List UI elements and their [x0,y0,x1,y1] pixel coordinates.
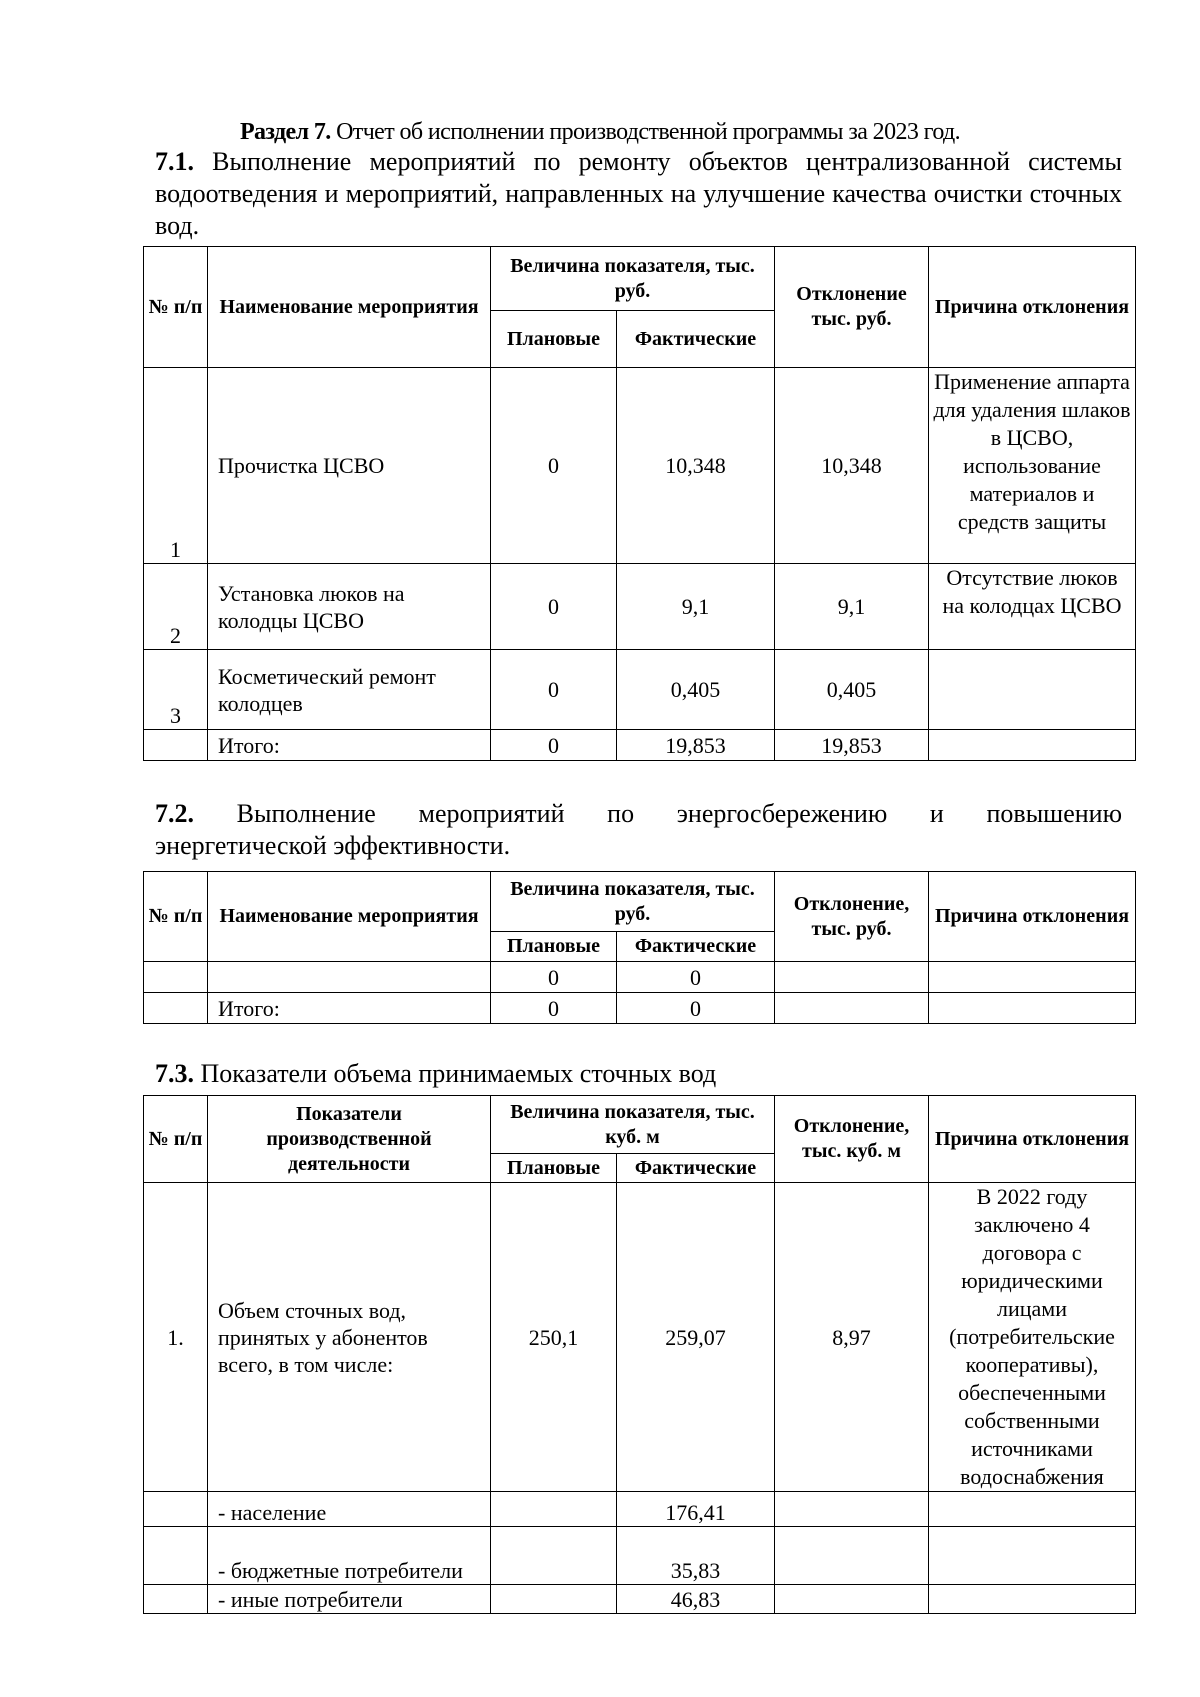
row-deviation [775,1585,929,1614]
col-header-value: Величина показателя, тыс. руб. [491,872,775,932]
row-deviation: 9,1 [775,564,929,650]
row-fact: 0,405 [617,650,775,730]
row-name: Установка люков на колодцы ЦСВО [208,564,491,650]
row-plan [491,1527,617,1585]
row-deviation: 10,348 [775,368,929,564]
subsection-text-line2: энергетической эффективности. [155,831,511,860]
col-header-num: № п/п [144,1096,208,1183]
total-plan: 0 [491,993,617,1024]
col-header-plan: Плановые [491,1154,617,1183]
col-header-plan: Плановые [491,311,617,368]
row-num: 2 [144,564,208,650]
row-num [144,1492,208,1527]
row-plan: 0 [491,962,617,993]
total-label: Итого: [208,730,491,761]
row-plan [491,1492,617,1527]
subsection-number: 7.1. [155,147,194,176]
row-num [144,962,208,993]
row-num [144,1585,208,1614]
row-plan [491,1585,617,1614]
table-row [144,1492,1136,1527]
col-header-fact: Фактические [617,932,775,962]
total-row [144,993,1136,1024]
section-heading [0,118,1200,146]
table-row [144,1527,1136,1585]
table-row [144,650,1136,730]
row-plan: 250,1 [491,1183,617,1492]
row-plan: 0 [491,368,617,564]
col-header-fact: Фактические [617,1154,775,1183]
row-name: Объем сточных вод, принятых у абонентов всего, в том числе: [208,1183,491,1492]
col-header-name: Наименование мероприятия [208,247,491,368]
col-header-fact: Фактические [617,311,775,368]
row-cause [929,1492,1136,1527]
subsection-number: 7.3. [155,1059,194,1088]
row-fact: 10,348 [617,368,775,564]
row-fact: 9,1 [617,564,775,650]
table-row [144,368,1136,564]
col-header-cause: Причина отклонения [929,872,1136,962]
row-deviation [775,962,929,993]
table-row [144,564,1136,650]
subsection-7-1-title [155,146,1122,242]
total-num [144,730,208,761]
subsection-7-3-title [155,1058,1122,1090]
row-cause: Применение аппарта для удаления шлаков в ЦСВО, использование материалов и средств защиты [929,368,1136,564]
col-header-deviation: Отклонение тыс. руб. [775,247,929,368]
row-deviation: 0,405 [775,650,929,730]
row-cause: Отсутствие люков на колодцах ЦСВО [929,564,1136,650]
row-num: 1. [144,1183,208,1492]
col-header-cause: Причина отклонения [929,1096,1136,1183]
table-row [144,962,1136,993]
row-cause [929,962,1136,993]
row-num: 3 [144,650,208,730]
col-header-deviation: Отклонение, тыс. куб. м [775,1096,929,1183]
row-plan: 0 [491,650,617,730]
total-plan: 0 [491,730,617,761]
table-row [144,1585,1136,1614]
subsection-text-line1: Выполнение мероприятий по энергосбережению и повышению [194,799,1122,828]
row-name: Косметический ремонт колодцев [208,650,491,730]
total-fact: 0 [617,993,775,1024]
total-label: Итого: [208,993,491,1024]
row-num: 1 [144,368,208,564]
subsection-text: Показатели объема принимаемых сточных вод [194,1059,717,1088]
row-cause: В 2022 году заключено 4 договора с юридическими лицами (потребительские кооперативы), обеспеченными собственными источниками водоснабжения [929,1183,1136,1492]
table-row [144,1183,1136,1492]
row-deviation: 8,97 [775,1183,929,1492]
col-header-value: Величина показателя, тыс. руб. [491,247,775,311]
row-name: Прочистка ЦСВО [208,368,491,564]
total-deviation: 19,853 [775,730,929,761]
col-header-deviation: Отклонение, тыс. руб. [775,872,929,962]
col-header-value: Величина показателя, тыс. куб. м [491,1096,775,1154]
table-7-1 [143,246,1136,761]
row-cause [929,650,1136,730]
subsection-number: 7.2. [155,799,194,828]
row-cause [929,1585,1136,1614]
row-num [144,1527,208,1585]
row-fact: 35,83 [617,1527,775,1585]
col-header-cause: Причина отклонения [929,247,1136,368]
row-fact: 0 [617,962,775,993]
total-cause [929,993,1136,1024]
col-header-plan: Плановые [491,932,617,962]
row-plan: 0 [491,564,617,650]
section-heading-text: Отчет об исполнении производственной программы за 2023 год. [330,119,961,145]
row-deviation [775,1492,929,1527]
row-deviation [775,1527,929,1585]
row-name [208,962,491,993]
col-header-num: № п/п [144,247,208,368]
total-fact: 19,853 [617,730,775,761]
col-header-name: Показатели производственной деятельности [208,1096,491,1183]
row-fact: 176,41 [617,1492,775,1527]
col-header-num: № п/п [144,872,208,962]
table-7-2 [143,871,1136,1024]
row-fact: 259,07 [617,1183,775,1492]
row-fact: 46,83 [617,1585,775,1614]
subsection-7-2-title [155,798,1122,862]
row-cause [929,1527,1136,1585]
total-cause [929,730,1136,761]
section-heading-bold: Раздел 7. [239,119,331,145]
table-7-3 [143,1095,1136,1614]
col-header-name: Наименование мероприятия [208,872,491,962]
row-name: - бюджетные потребители [208,1527,491,1585]
row-name: - иные потребители [208,1585,491,1614]
total-deviation [775,993,929,1024]
subsection-text: Выполнение мероприятий по ремонту объектов централизованной системы водоотведения и мероприятий, направленных на улучшение качества очистки сточных вод. [155,147,1122,240]
row-name: - население [208,1492,491,1527]
total-row [144,730,1136,761]
total-num [144,993,208,1024]
